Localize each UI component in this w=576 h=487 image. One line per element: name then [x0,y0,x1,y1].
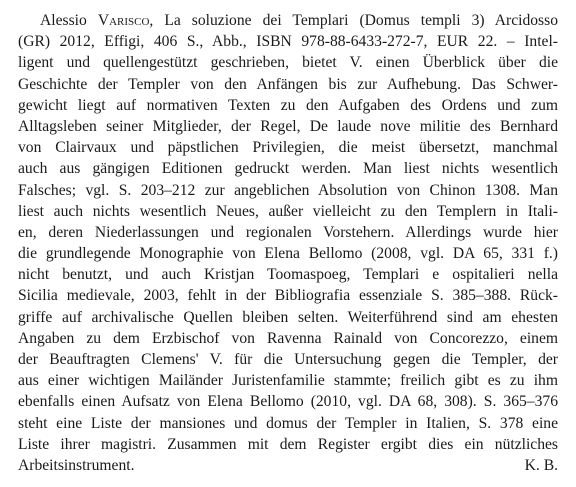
author-last-name: Varisco [97,12,150,29]
review-line-13: nicht benutzt, und auch Kristjan Toomaspoeg, Templari e ospitalieri nella [18,266,558,284]
review-line-10: liest auch nichts wesentlich Neues, außer vielleicht zu den Templern in Itali- [18,202,558,220]
review-line-6: Alltagsleben seiner Mitglieder, der Regel, De laude nove militie des Bernhard [18,117,558,135]
review-line-11: en, deren Niederlassungen und regionalen Vorstehern. Allerdings wurde hier [18,223,558,241]
review-line-14: Sicilia medievale, 2003, fehlt in der Bibliografia essenziale S. 385–388. Rück- [18,287,558,305]
review-line-22 [18,455,558,476]
review-line-3: ligent und quellengestützt geschrieben, bietet V. einen Überblick über die [18,54,558,72]
review-line-7: von Clairvaux und päpstlichen Privilegien, die meist übersetzt, manchmal [18,139,558,157]
review-line-17: der Beauftragten Clemens' V. für die Untersuchung gegen die Templer, der [18,351,558,368]
review-line-1 [18,10,558,31]
review-line-12: die grundlegende Monographie von Elena Bellomo (2008, vgl. DA 65, 331 f.) [18,245,558,263]
review-line-5: gewicht liegt auf normativen Texten zu den Aufgaben des Ordens und zum [18,96,558,114]
review-line-16: Angaben zu dem Erzbischof von Ravenna Rainald von Concorezzo, einem [18,329,558,347]
review-line-4: Geschichte der Templer von den Anfängen bis zur Aufhebung. Das Schwer- [18,75,558,93]
closing-word: Arbeitsinstrument. [18,456,135,474]
review-paragraph [18,10,558,476]
review-line-9: Falsches; vgl. S. 203–212 zur angeblichen Absolution von Chinon 1308. Man [18,181,558,199]
author-first-name: Alessio [40,12,87,29]
review-line-2: (GR) 2012, Effigi, 406 S., Abb., ISBN 978-88-6433-272-7, EUR 22. – Intel- [18,33,558,51]
book-title-text: , La soluzione dei Templari (Domus templi 3) Arcidosso [149,12,558,29]
review-line-21: Liste ihrer magistri. Zusammen mit dem Register ergibt dies ein nützliches [18,435,558,453]
reviewer-initials: K. B. [524,456,558,474]
review-line-8: auch aus gängigen Editionen gedruckt werden. Man liest nichts wesentlich [18,160,558,178]
review-line-19: ebenfalls einen Aufsatz von Elena Bellomo (2010, vgl. DA 68, 308). S. 365–376 [18,393,558,411]
review-line-20: steht eine Liste der mansiones und domus der Templer in Italien, S. 378 eine [18,414,558,432]
review-line-15: griffe auf archivalische Quellen bleiben selten. Weiterführend sind am ehesten [18,308,558,326]
review-line-18: aus einer wichtigen Mailänder Juristenfamilie stammte; freilich gibt es zu ihm [18,372,558,390]
